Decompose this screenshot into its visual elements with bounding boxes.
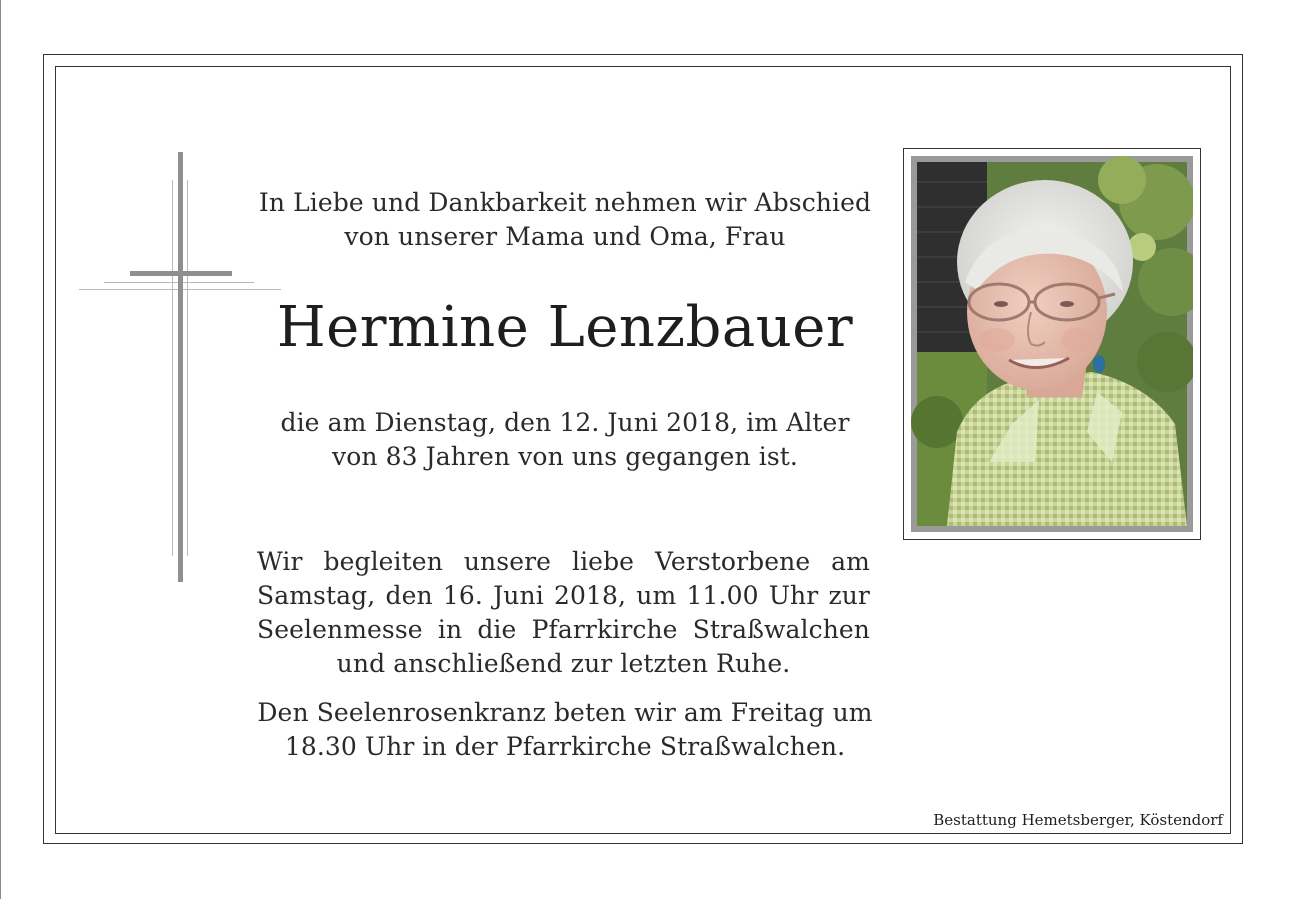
- death-line: von 83 Jahren von uns gegangen ist.: [332, 442, 798, 471]
- cross-main-horizontal: [130, 271, 232, 276]
- rosary-text: [255, 696, 875, 764]
- rosary-line: 18.30 Uhr in der Pfarrkirche Straßwalchen.: [284, 732, 846, 761]
- cross-thin-vertical-right: [187, 180, 188, 556]
- death-line: die am Dienstag, den 12. Juni 2018, im Alter: [280, 408, 850, 437]
- cross-thin-vertical-left: [172, 180, 173, 556]
- undertaker-credit: Bestattung Hemetsberger, Köstendorf: [933, 811, 1223, 829]
- cross-main-vertical: [178, 152, 183, 582]
- intro-text: [255, 186, 875, 254]
- portrait-frame: [903, 148, 1201, 540]
- page-edge-line: [0, 0, 1, 899]
- deceased-name: Hermine Lenzbauer: [276, 295, 854, 360]
- rosary-line: Den Seelenrosenkranz beten wir am Freitag um: [257, 698, 873, 727]
- portrait-photo: [911, 156, 1193, 532]
- intro-line: von unserer Mama und Oma, Frau: [344, 222, 786, 251]
- death-text: [255, 406, 875, 474]
- funeral-text: Wir begleiten unsere liebe Verstorbene am Samstag, den 16. Juni 2018, um 11.00 Uhr zur Seelenmesse in die Pfarrkirche Straßwalchen und anschließend zur letzten Ruhe.: [257, 547, 870, 678]
- intro-line: In Liebe und Dankbarkeit nehmen wir Abschied: [258, 188, 872, 217]
